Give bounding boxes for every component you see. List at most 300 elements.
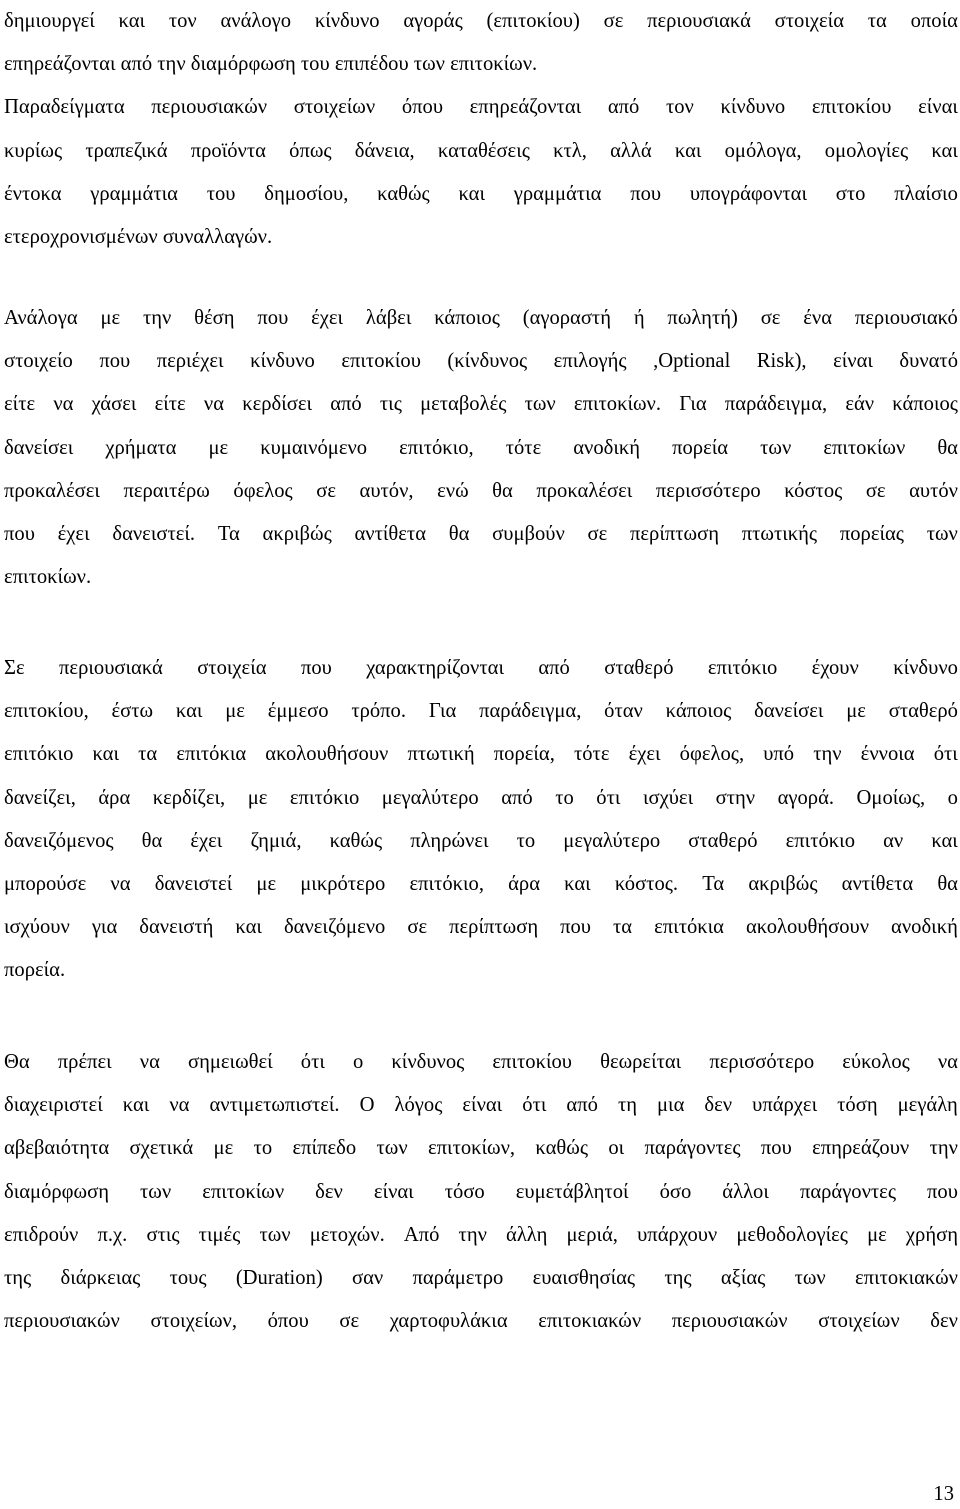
word: είτε <box>4 393 36 416</box>
word: επιτοκίων <box>202 1180 285 1203</box>
word: κόστος <box>784 479 843 502</box>
word: δάνεια, <box>354 139 415 162</box>
word: τρόπο. <box>351 700 407 723</box>
word: όπου <box>267 1310 309 1333</box>
word: προκαλέσει <box>536 479 633 502</box>
word: ακολουθήσουν <box>265 743 389 766</box>
word: σε <box>865 479 886 502</box>
word: κυμαινόμενο <box>260 436 368 459</box>
word: έχει <box>311 307 344 329</box>
text-line: ετεροχρονισμένων συναλλαγών. <box>4 225 273 248</box>
word: πλαίσιο <box>894 182 958 205</box>
text-line <box>4 733 958 776</box>
word: στο <box>835 182 866 205</box>
text-line <box>4 86 958 129</box>
word: όσο <box>659 1180 692 1203</box>
word: δημιουργεί <box>4 10 95 32</box>
word: παράγοντες <box>644 1137 741 1160</box>
word: διαχειριστεί <box>4 1094 103 1117</box>
word: τότε <box>505 436 542 459</box>
word: παράδειγμα, <box>724 393 828 416</box>
word: στοιχείων <box>293 96 376 119</box>
word: δανειζόμενο <box>283 916 386 939</box>
text-line <box>4 690 958 733</box>
word: περιέχει <box>156 350 224 373</box>
word: είναι <box>833 350 873 373</box>
word: θα <box>937 872 958 895</box>
word: θα <box>141 829 163 852</box>
word: σχετικά <box>129 1137 194 1160</box>
text-line <box>4 1171 958 1214</box>
word: από <box>538 657 570 679</box>
text-line <box>4 513 958 556</box>
word: ζημιά, <box>250 829 302 852</box>
word: τις <box>379 393 402 416</box>
text-line <box>4 1214 958 1257</box>
word: τραπεζικά <box>85 139 168 162</box>
word: ότι <box>933 743 958 766</box>
text-line <box>4 820 958 863</box>
word: την <box>458 1223 487 1246</box>
word: άλλοι <box>722 1180 769 1203</box>
word: έμμεσο <box>267 700 329 723</box>
word: σε <box>760 307 781 329</box>
word: επηρεάζουν <box>812 1137 910 1160</box>
word: αγοράς <box>403 10 463 32</box>
word: έχουν <box>811 657 859 679</box>
word: σε <box>587 522 608 545</box>
word: επιτόκιο, <box>399 436 474 459</box>
word: ότι <box>300 1051 325 1073</box>
word: όπως <box>289 139 332 162</box>
word: καθώς <box>377 182 430 205</box>
word: σαν <box>352 1266 384 1289</box>
word: περιουσιακών <box>151 96 268 119</box>
word: θεωρείται <box>600 1051 682 1073</box>
word: στοιχεία <box>197 657 267 679</box>
word: και <box>931 139 958 162</box>
word: Ανάλογα <box>4 307 78 329</box>
word: επιτοκίου <box>492 1051 572 1073</box>
word: Από <box>403 1223 440 1246</box>
word: αγορά. <box>777 786 835 809</box>
word: διαμόρφωση <box>4 1180 109 1203</box>
word: περιουσιακό <box>854 307 958 329</box>
word: καθώς <box>329 829 383 852</box>
word: και <box>564 872 591 895</box>
word: τα <box>138 743 158 766</box>
word: ακριβώς <box>748 872 818 895</box>
paragraph-4 <box>4 1041 958 1343</box>
word: ισχύουν <box>4 916 70 939</box>
word: περιουσιακών <box>4 1310 120 1333</box>
word: περιουσιακών <box>671 1310 788 1333</box>
word: πληρώνει <box>410 829 489 852</box>
word: με <box>225 700 245 723</box>
word: σε <box>407 916 428 939</box>
word: σε <box>316 479 336 502</box>
word: μεθοδολογίες <box>736 1223 848 1246</box>
word: ομολογίες <box>824 139 909 162</box>
word: να <box>937 1051 958 1073</box>
word: καταθέσεις <box>437 139 530 162</box>
word: Risk), <box>756 350 807 373</box>
word: (Duration) <box>235 1266 323 1289</box>
word: σταθερό <box>688 829 758 852</box>
text-line <box>4 1041 958 1084</box>
word: με <box>846 700 866 723</box>
word: αντίθετα <box>841 872 914 895</box>
word: δεν <box>315 1180 343 1203</box>
word: από <box>566 1094 598 1117</box>
word: μπορούσε <box>4 872 87 895</box>
word: με <box>867 1223 887 1246</box>
word: με <box>247 786 268 809</box>
word: αλλά <box>610 139 652 162</box>
word: χρήματα <box>105 436 177 459</box>
word: στοιχείων <box>818 1310 900 1333</box>
word: (επιτοκίου) <box>486 10 580 32</box>
word: το <box>555 786 574 809</box>
word: ή <box>633 307 645 329</box>
word: από <box>607 96 640 119</box>
word: επιτόκια <box>176 743 247 766</box>
word: χάσει <box>91 393 137 416</box>
word: για <box>91 916 118 939</box>
word: Για <box>679 393 707 416</box>
word: και <box>122 1094 150 1117</box>
word: σταθερό <box>888 700 958 723</box>
word: των <box>259 1223 291 1246</box>
word: των <box>140 1180 172 1203</box>
text-line: πορεία. <box>4 959 66 982</box>
word: ,Optional <box>653 350 731 373</box>
word: ένα <box>803 307 833 329</box>
word: τον <box>168 10 197 32</box>
word: στοιχεία <box>774 10 844 32</box>
word: της <box>664 1266 692 1289</box>
word: την <box>142 307 172 329</box>
word: καθώς <box>535 1137 588 1160</box>
text-line <box>4 297 958 340</box>
word: κάποιος <box>665 700 732 723</box>
word: στην <box>715 786 756 809</box>
word: μετοχών. <box>309 1223 385 1246</box>
word: άλλη <box>506 1223 548 1246</box>
text-line: επιτοκίων. <box>4 566 92 589</box>
word: με <box>213 1137 234 1160</box>
paragraph-2 <box>4 297 958 599</box>
word: είτε <box>154 393 186 416</box>
word: που <box>300 657 332 679</box>
text-line <box>4 427 958 470</box>
word: διάρκειας <box>60 1266 141 1289</box>
word: χρήση <box>905 1223 958 1246</box>
paragraph-3 <box>4 647 958 993</box>
word: αν <box>883 829 904 852</box>
word: γραμμάτια <box>90 182 178 205</box>
word: ανοδική <box>573 436 641 459</box>
word: επιτόκια <box>654 916 724 939</box>
word: και <box>235 916 262 939</box>
word: λόγος <box>394 1094 443 1117</box>
word: αυτόν, <box>359 479 414 502</box>
word: με <box>256 872 277 895</box>
word: που <box>99 350 131 373</box>
text-line <box>4 383 958 426</box>
word: μεγάλη <box>897 1094 958 1117</box>
word: ακολουθήσουν <box>746 916 870 939</box>
word: ευαισθησίας <box>532 1266 636 1289</box>
word: και <box>458 182 485 205</box>
word: έντοκα <box>4 182 62 205</box>
word: ότι <box>596 786 621 809</box>
word: κίνδυνος <box>391 1051 465 1073</box>
word: από <box>330 393 362 416</box>
word: κερδίζει, <box>152 786 226 809</box>
word: δανειστεί. <box>112 522 196 545</box>
word: επιτοκίων <box>823 436 906 459</box>
word: όφελος <box>233 479 293 502</box>
word: με <box>208 436 229 459</box>
text-line <box>4 1084 958 1127</box>
text-line: επηρεάζονται από την διαμόρφωση του επιπέδου των επιτοκίων. <box>4 53 538 76</box>
word: κόστος. <box>614 872 679 895</box>
word: επιτοκίου <box>341 350 421 373</box>
text-line <box>4 1257 958 1300</box>
word: ανοδική <box>891 916 958 939</box>
word: πωλητή) <box>667 307 738 329</box>
word: επιτοκιακών <box>538 1310 642 1333</box>
word: των <box>926 522 958 545</box>
word: αντίθετα <box>354 522 426 545</box>
word: την <box>813 743 842 766</box>
word: ο <box>947 786 958 809</box>
text-line <box>4 130 958 173</box>
word: λάβει <box>365 307 412 329</box>
word: οι <box>608 1137 625 1160</box>
word: κίνδυνο <box>720 96 786 119</box>
word: να <box>110 872 131 895</box>
word: δεν <box>930 1310 958 1333</box>
text-line <box>4 777 958 820</box>
text-line <box>4 173 958 216</box>
word: κερδίσει <box>242 393 313 416</box>
text-line <box>4 647 958 690</box>
word: πορεία, <box>493 743 555 766</box>
word: δανειστή <box>139 916 214 939</box>
word: είναι <box>462 1094 503 1117</box>
word: και <box>175 700 203 723</box>
word: ακριβώς <box>262 522 332 545</box>
word: δανείσει <box>754 700 824 723</box>
word: τιμές <box>198 1223 241 1246</box>
word: έννοια <box>860 743 915 766</box>
word: παράδειγμα, <box>479 700 582 723</box>
word: δανειζόμενος <box>4 829 114 852</box>
word: (αγοραστή <box>522 307 611 329</box>
word: επιτόκιο <box>4 743 74 766</box>
word: ανάλογο <box>220 10 292 32</box>
word: Παραδείγματα <box>4 96 125 119</box>
word: κίνδυνο <box>893 657 958 679</box>
word: των <box>760 436 792 459</box>
word: τους <box>169 1266 207 1289</box>
text-line <box>4 1127 958 1170</box>
word: επίπεδο <box>292 1137 357 1160</box>
word: πορεία <box>672 436 729 459</box>
word: Τα <box>702 872 725 895</box>
word: επιτόκιο <box>785 829 856 852</box>
word: πρέπει <box>57 1051 112 1073</box>
word: προκαλέσει <box>4 479 100 502</box>
word: Σε <box>4 657 25 679</box>
word: Για <box>428 700 457 723</box>
word: την <box>929 1137 958 1160</box>
word: σε <box>603 10 624 32</box>
word: κάποιος <box>892 393 958 416</box>
word: τότε <box>573 743 610 766</box>
word: επιτόκιο <box>707 657 778 679</box>
word: επιτόκιο <box>289 786 360 809</box>
word: όταν <box>604 700 643 723</box>
word: θέση <box>194 307 235 329</box>
word: π.χ. <box>97 1223 128 1246</box>
word: πτωτικής <box>741 522 818 545</box>
word: επιτόκιο, <box>409 872 484 895</box>
word: επιδρούν <box>4 1223 79 1246</box>
word: με <box>100 307 121 329</box>
word: ότι <box>522 1094 547 1117</box>
word: παράμετρο <box>412 1266 504 1289</box>
word: και <box>674 139 702 162</box>
word: σταθερό <box>604 657 674 679</box>
word: συμβούν <box>492 522 565 545</box>
text-line <box>4 863 958 906</box>
word: ενώ <box>437 479 469 502</box>
word: έχει <box>628 743 661 766</box>
word: μεγαλύτερο <box>381 786 479 809</box>
word: από <box>501 786 533 809</box>
word: χαρτοφυλάκια <box>389 1310 508 1333</box>
word: που <box>560 916 591 939</box>
word: των <box>376 1137 408 1160</box>
word: σε <box>339 1310 360 1333</box>
word: υπάρχουν <box>637 1223 718 1246</box>
word: Τα <box>217 522 240 545</box>
word: ομόλογα, <box>724 139 802 162</box>
word: κίνδυνο <box>250 350 315 373</box>
word: επιτοκίων, <box>427 1137 516 1160</box>
word: δανείσει <box>4 436 74 459</box>
word: τον <box>665 96 694 119</box>
word: οποία <box>910 10 958 32</box>
word: δημοσίου, <box>264 182 349 205</box>
word: μεταβολές <box>420 393 507 416</box>
word: Θα <box>4 1051 30 1073</box>
word: τόσο <box>444 1180 485 1203</box>
word: μεριά, <box>566 1223 618 1246</box>
word: είναι <box>373 1180 414 1203</box>
word: γραμμάτια <box>513 182 602 205</box>
word: έχει <box>57 522 90 545</box>
word: όπου <box>401 96 444 119</box>
word: Ομοίως, <box>856 786 926 809</box>
word: υπό <box>763 743 795 766</box>
word: κυρίως <box>4 139 63 162</box>
word: έστω <box>111 700 154 723</box>
word: και <box>931 829 958 852</box>
word: κτλ, <box>553 139 587 162</box>
word: αντιμετωπιστεί. <box>209 1094 340 1117</box>
word: στοιχείο <box>4 350 73 373</box>
word: ισχύει <box>642 786 694 809</box>
word: περίπτωση <box>630 522 719 545</box>
word: θα <box>937 436 958 459</box>
text-line <box>4 340 958 383</box>
word: στοιχείων, <box>150 1310 238 1333</box>
word: πτωτική <box>407 743 475 766</box>
word: μικρότερο <box>300 872 386 895</box>
word: περιουσιακά <box>59 657 163 679</box>
word: τα <box>867 10 887 32</box>
word: που <box>760 1137 792 1160</box>
word: αξίας <box>720 1266 766 1289</box>
word: έχει <box>190 829 223 852</box>
text-line <box>4 0 958 43</box>
word: μια <box>657 1094 685 1117</box>
word: άρα <box>508 872 540 895</box>
word: άρα <box>98 786 131 809</box>
word: στις <box>146 1223 180 1246</box>
word: του <box>206 182 236 205</box>
word: περαιτέρω <box>123 479 210 502</box>
word: (κίνδυνος <box>447 350 528 373</box>
word: επιλογής <box>553 350 627 373</box>
word: αυτόν <box>909 479 958 502</box>
word: και <box>92 743 120 766</box>
word: ο <box>353 1051 364 1073</box>
word: και <box>118 10 146 32</box>
page-number: 13 <box>933 1483 954 1505</box>
text-line <box>4 1300 958 1343</box>
word: προϊόντα <box>190 139 266 162</box>
word: τη <box>617 1094 637 1117</box>
word: κίνδυνο <box>314 10 380 32</box>
word: να <box>139 1051 160 1073</box>
word: που <box>257 307 289 329</box>
word: χαρακτηρίζονται <box>366 657 504 679</box>
word: μεγαλύτερο <box>563 829 661 852</box>
word: θα <box>492 479 513 502</box>
word: τα <box>613 916 633 939</box>
word: περισσότερο <box>709 1051 815 1073</box>
word: των <box>794 1266 826 1289</box>
word: το <box>516 829 536 852</box>
word: δανείζει, <box>4 786 76 809</box>
word: πορείας <box>839 522 904 545</box>
word: να <box>203 393 224 416</box>
word: εύκολος <box>842 1051 910 1073</box>
word: εάν <box>845 393 875 416</box>
word: Ο <box>359 1094 375 1117</box>
word: να <box>169 1094 190 1117</box>
word: παράγοντες <box>799 1180 896 1203</box>
word: επιτοκιακών <box>855 1266 958 1289</box>
word: δυνατό <box>899 350 958 373</box>
word: να <box>53 393 74 416</box>
word: των <box>524 393 556 416</box>
